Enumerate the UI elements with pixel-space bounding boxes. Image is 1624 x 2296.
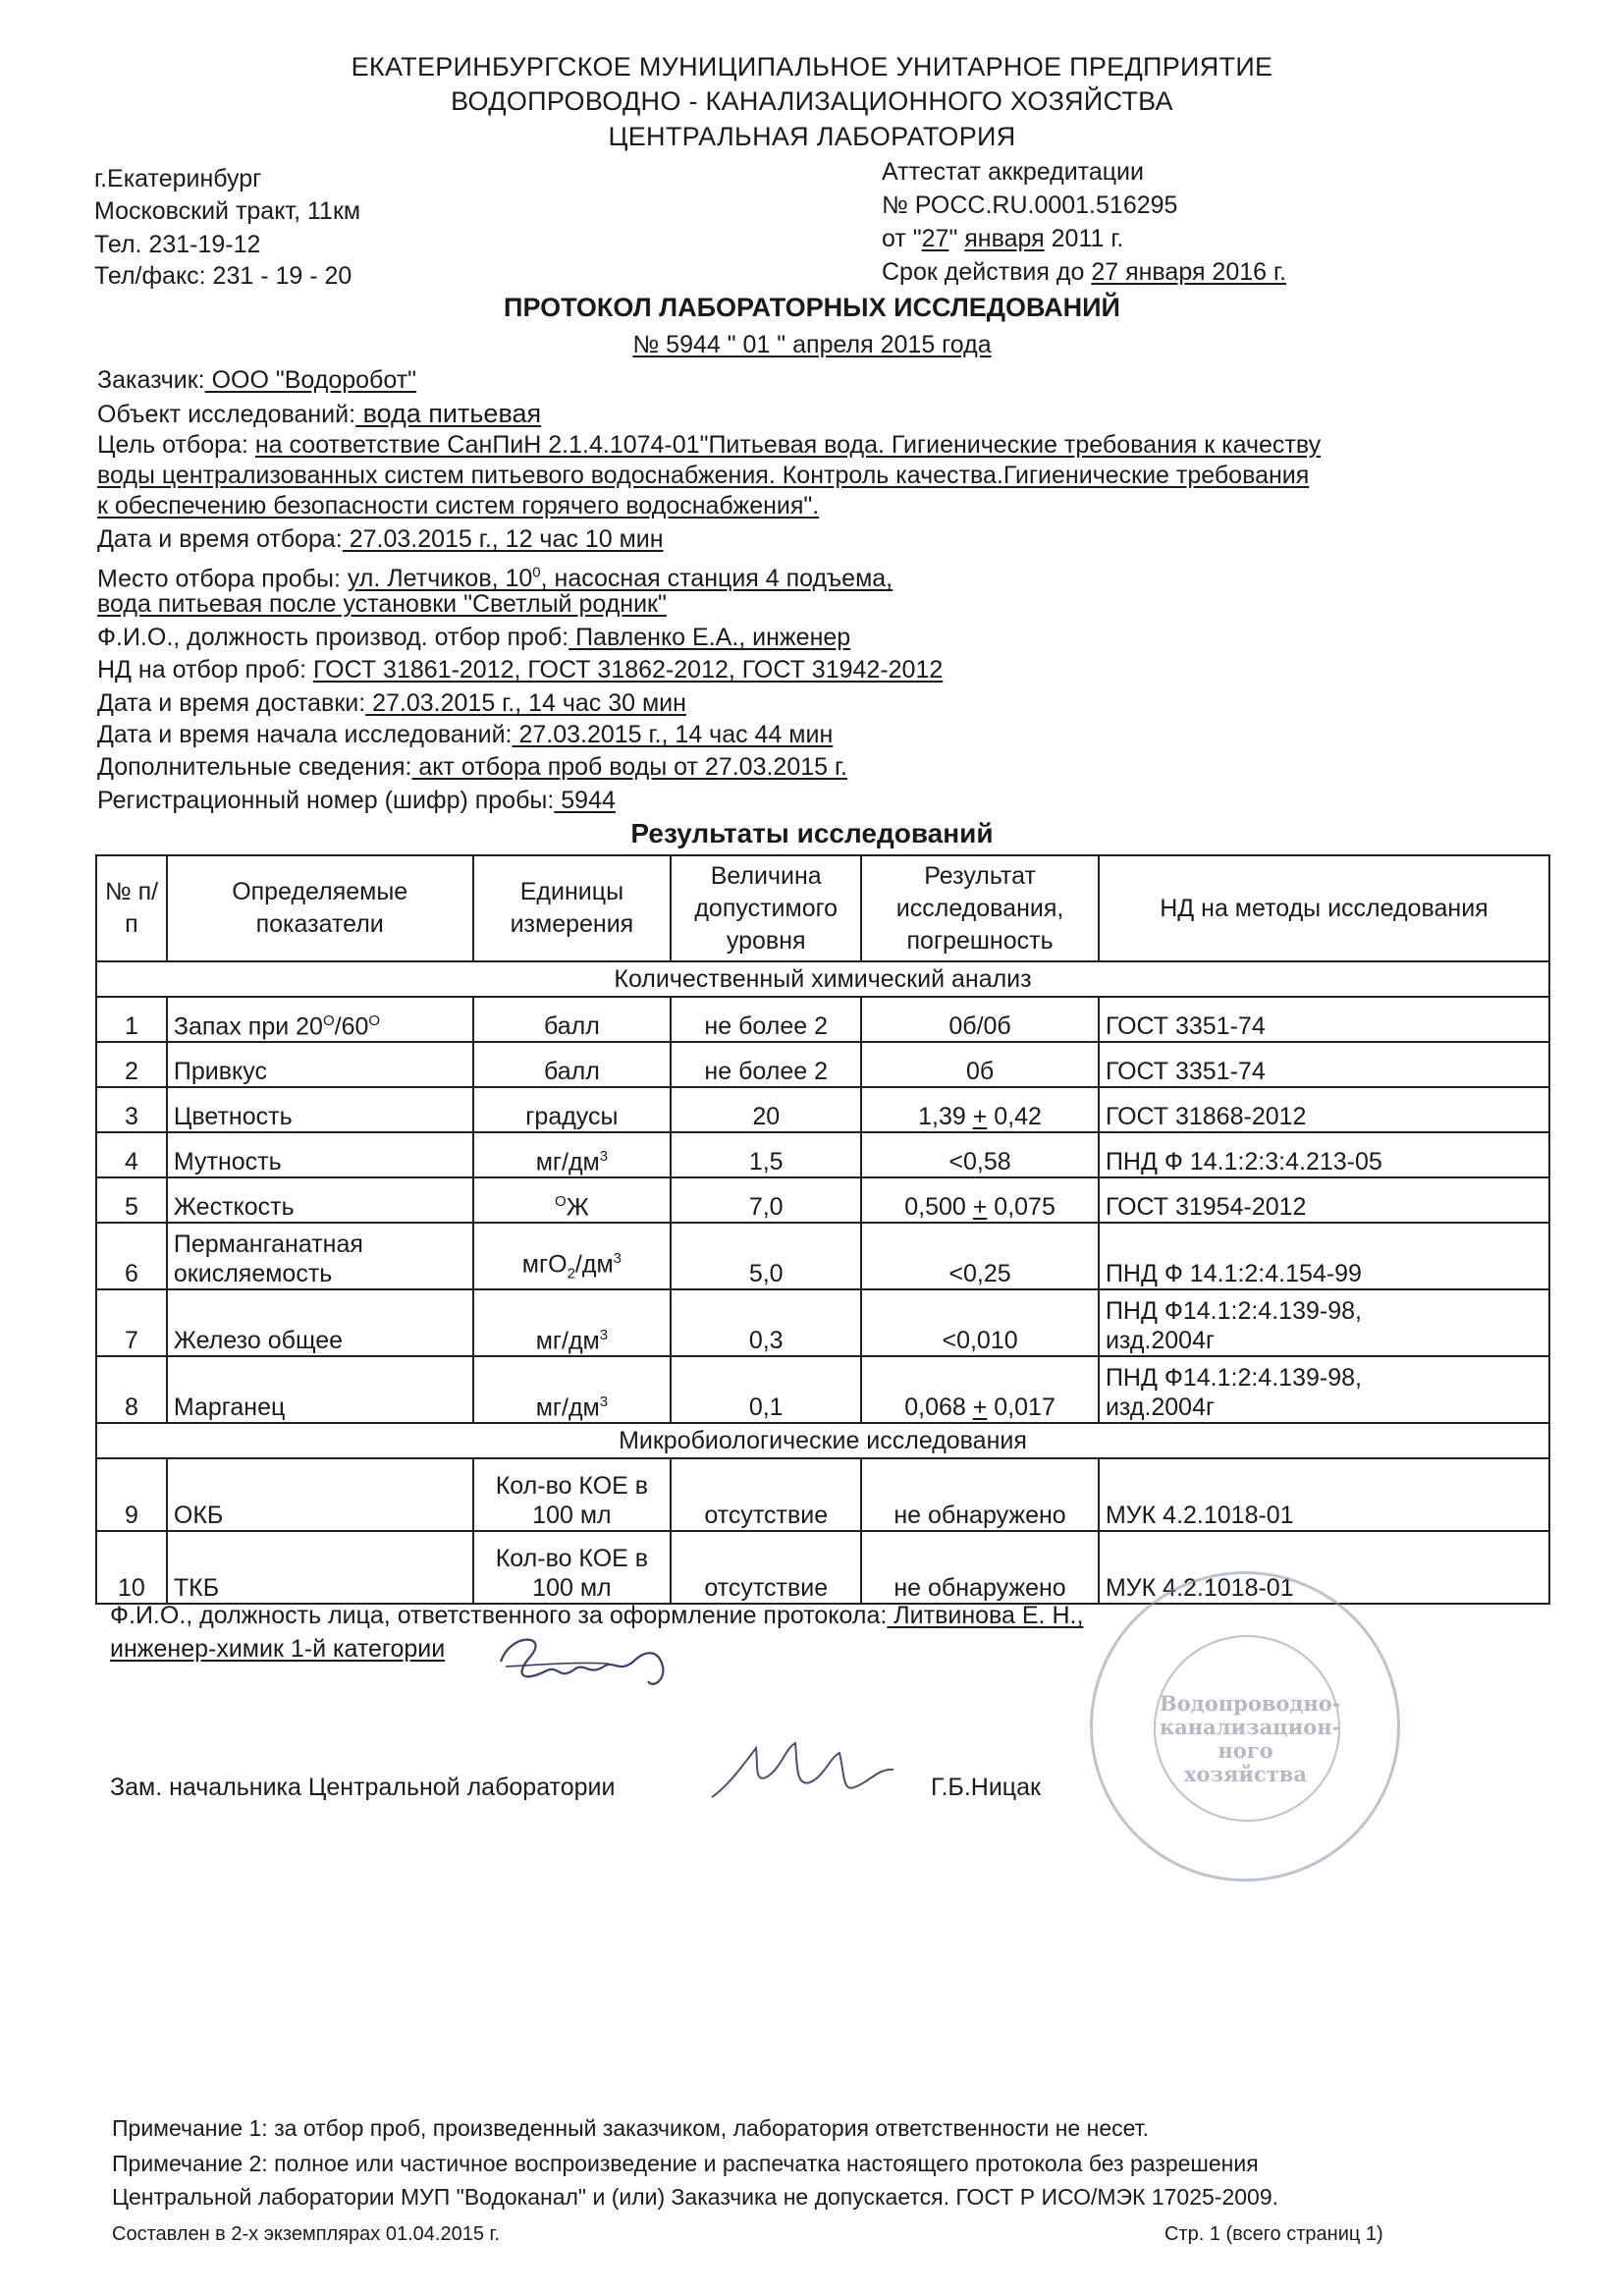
result-error: 0,017: [987, 1394, 1056, 1421]
row-unit: [473, 1289, 672, 1356]
table-header-row: [96, 855, 1549, 961]
results-table: [95, 854, 1550, 1605]
row-num: 10: [96, 1531, 167, 1604]
customer-label: Заказчик:: [97, 366, 205, 394]
responsible-position-line: [110, 1634, 445, 1664]
purpose-line1: [97, 430, 1321, 460]
start-label: Дата и время начала исследований:: [97, 721, 513, 748]
extra-label: Дополнительные сведения:: [97, 753, 412, 781]
address-phone: Тел. 231-19-12: [94, 231, 261, 258]
unit-line1: Кол-во КОЕ в: [495, 1545, 649, 1572]
extra-value: акт отбора проб воды от 27.03.2015 г.: [411, 753, 847, 781]
address-street: Московский тракт, 11км: [94, 197, 361, 225]
row-result: [861, 1087, 1099, 1132]
accreditation-mid: ": [948, 225, 965, 252]
validity-label: Срок действия до: [882, 258, 1092, 286]
unit-text: мг/дм: [535, 1394, 600, 1421]
row-method: ПНД Ф 14.1:2:3:4.213-05: [1099, 1132, 1549, 1177]
method-line2: изд.2004г: [1105, 1394, 1216, 1421]
row-num: 2: [96, 1042, 167, 1087]
org-name-line3: ЦЕНТРАЛЬНАЯ ЛАБОРАТОРИЯ: [608, 122, 1016, 151]
reg-label: Регистрационный номер (шифр) пробы:: [97, 787, 555, 814]
sampling-place-line2: [97, 589, 667, 619]
section-micro: Микробиологические исследования: [96, 1423, 1549, 1458]
row-indicator: [167, 997, 473, 1042]
row-num: 8: [96, 1356, 167, 1423]
section-row-micro: [96, 1423, 1549, 1458]
indicator-text-mid: /60: [334, 1012, 369, 1040]
unit-sup: О: [555, 1192, 567, 1210]
nd-line: [97, 655, 943, 684]
row-method: МУК 4.2.1018-01: [1099, 1458, 1549, 1531]
table-row: [96, 997, 1549, 1042]
protocol-title: ПРОТОКОЛ ЛАБОРАТОРНЫХ ИССЛЕДОВАНИЙ: [504, 293, 1120, 322]
sampling-place-sup: 0: [532, 565, 541, 581]
header-indicator: Определяемые показатели: [167, 855, 473, 961]
row-result: [861, 1356, 1099, 1423]
responsible-label: Ф.И.О., должность лица, ответственного за оформление протокола:: [110, 1602, 888, 1629]
nd-value: ГОСТ 31861-2012, ГОСТ 31862-2012, ГОСТ 31942-2012: [313, 656, 944, 683]
row-method: ГОСТ 3351-74: [1099, 997, 1549, 1042]
table-row: [96, 1531, 1549, 1604]
row-indicator: Жесткость: [167, 1177, 473, 1223]
purpose-line2: [97, 461, 1309, 490]
org-name-line1: ЕКАТЕРИНБУРГСКОЕ МУНИЦИПАЛЬНОЕ УНИТАРНОЕ ПРЕДПРИЯТИЕ: [351, 52, 1273, 82]
address-fax: Тел/факс: 231 - 19 - 20: [94, 262, 352, 290]
row-indicator: [167, 1223, 473, 1289]
purpose-line3: [97, 491, 819, 520]
header-limit: Величина допустимого уровня: [671, 855, 861, 961]
unit-text-b: /дм: [574, 1250, 614, 1278]
reg-line: [97, 786, 616, 815]
row-result: <0,58: [861, 1132, 1099, 1177]
row-result: 0б: [861, 1042, 1099, 1087]
row-indicator: ТКБ: [167, 1531, 473, 1604]
unit-line2: 100 мл: [532, 1502, 612, 1529]
organization-stamp: [1090, 1571, 1400, 1882]
deputy-title: Зам. начальника Центральной лаборатории: [110, 1774, 616, 1801]
table-row: [96, 1042, 1549, 1087]
header-units: Единицы измерения: [473, 855, 672, 961]
plus-minus-sign: +: [972, 1103, 988, 1130]
deputy-name: Г.Б.Ницак: [931, 1774, 1041, 1801]
row-indicator: Железо общее: [167, 1289, 473, 1356]
result-value: 1,39: [918, 1103, 973, 1130]
accreditation-day: 27: [921, 225, 949, 252]
row-method: [1099, 1289, 1549, 1356]
row-unit: балл: [473, 1042, 672, 1087]
table-row: [96, 1087, 1549, 1132]
sampling-datetime-label: Дата и время отбора:: [97, 525, 343, 553]
row-result: не обнаружено: [861, 1458, 1099, 1531]
purpose-value-2: воды централизованных систем питьевого водоснабжения. Контроль качества.Гигиенические требования: [97, 462, 1310, 489]
row-limit: 0,3: [671, 1289, 861, 1356]
unit-sub: 2: [567, 1265, 575, 1282]
result-error: 0,42: [987, 1103, 1042, 1130]
start-line: [97, 720, 833, 749]
row-num: 5: [96, 1177, 167, 1223]
note-2a: Примечание 2: полное или частичное воспроизведение и распечатка настоящего протокола без разрешения: [112, 2151, 1259, 2176]
sampling-datetime-line: [97, 524, 664, 554]
stamp-line3: ного: [1218, 1738, 1273, 1763]
table-row: [96, 1289, 1549, 1356]
stamp-line4: хозяйства: [1183, 1762, 1307, 1786]
unit-line2: 100 мл: [532, 1574, 612, 1602]
method-line2: изд.2004г: [1105, 1327, 1216, 1354]
row-unit: [473, 1356, 672, 1423]
row-indicator: Марганец: [167, 1356, 473, 1423]
stamp-text: [1160, 1691, 1341, 1786]
reg-value: 5944: [554, 787, 616, 814]
row-result: 0б/0б: [861, 997, 1099, 1042]
stamp-line1: Водопроводно-: [1160, 1691, 1341, 1716]
row-unit: [473, 1458, 672, 1531]
table-row: [96, 1177, 1549, 1223]
header-method: НД на методы исследования: [1099, 855, 1549, 961]
copies-note: Составлен в 2-х экземплярах 01.04.2015 г.: [112, 2223, 500, 2245]
plus-minus-sign: +: [972, 1193, 988, 1221]
accreditation-date: [882, 224, 1123, 253]
purpose-label: Цель отбора:: [97, 431, 255, 459]
accreditation-number: № РОСС.RU.0001.516295: [882, 191, 1178, 219]
signature-responsible: [491, 1622, 687, 1701]
object-label: Объект исследований:: [97, 401, 356, 428]
protocol-number: [0, 330, 1624, 359]
section-row-chemical: [96, 961, 1549, 997]
unit-line1: Кол-во КОЕ в: [495, 1472, 649, 1500]
sampling-place-label: Место отбора пробы:: [97, 565, 348, 593]
indicator-text: Запах при 20: [173, 1012, 323, 1040]
sampling-place-value-2: вода питьевая после установки "Светлый родник": [97, 590, 667, 618]
unit-text: Ж: [566, 1193, 589, 1221]
unit-text: мг/дм: [535, 1327, 600, 1354]
row-limit: 7,0: [671, 1177, 861, 1223]
accreditation-from-prefix: от ": [882, 225, 922, 252]
unit-sup: 3: [599, 1326, 609, 1343]
unit-sup: 3: [613, 1249, 622, 1267]
object-value: вода питьевая: [355, 399, 542, 428]
results-title: Результаты исследований: [630, 818, 994, 848]
indicator-sup: О: [322, 1011, 335, 1029]
page-number: Стр. 1 (всего страниц 1): [1164, 2223, 1383, 2245]
nd-label: НД на отбор проб:: [97, 656, 314, 683]
row-unit: [473, 1177, 672, 1223]
row-unit: градусы: [473, 1087, 672, 1132]
row-num: 3: [96, 1087, 167, 1132]
section-chemical: Количественный химический анализ: [96, 961, 1549, 997]
row-num: 9: [96, 1458, 167, 1531]
unit-text: мг/дм: [535, 1148, 600, 1175]
row-unit: [473, 1223, 672, 1289]
row-limit: не более 2: [671, 997, 861, 1042]
unit-sup: 3: [599, 1393, 609, 1410]
row-method: МУК 4.2.1018-01: [1099, 1531, 1549, 1604]
row-method: ГОСТ 3351-74: [1099, 1042, 1549, 1087]
row-num: 7: [96, 1289, 167, 1356]
row-unit: [473, 1132, 672, 1177]
row-result: <0,010: [861, 1289, 1099, 1356]
address-city: г.Екатеринбург: [94, 165, 262, 192]
purpose-value-1: на соответствие СанПиН 2.1.4.1074-01"Питьевая вода. Гигиенические требования к качеству: [254, 431, 1322, 459]
row-limit: 5,0: [671, 1223, 861, 1289]
delivery-label: Дата и время доставки:: [97, 689, 366, 717]
responsible-name: Литвинова Е. Н.,: [887, 1602, 1084, 1629]
row-limit: 20: [671, 1087, 861, 1132]
row-limit: не более 2: [671, 1042, 861, 1087]
unit-text: мгО: [521, 1250, 568, 1278]
row-limit: 1,5: [671, 1132, 861, 1177]
accreditation-month: января: [964, 225, 1045, 252]
row-indicator: ОКБ: [167, 1458, 473, 1531]
row-indicator: Привкус: [167, 1042, 473, 1087]
method-line1: ПНД Ф14.1:2:4.139-98,: [1105, 1297, 1362, 1325]
start-value: 27.03.2015 г., 14 час 44 мин: [512, 721, 834, 748]
indicator-line2: окисляемость: [173, 1260, 333, 1287]
note-2b: Центральной лаборатории МУП "Водоканал" и (или) Заказчика не допускается. ГОСТ Р ИСО/МЭК 17025-2009.: [112, 2184, 1279, 2210]
unit-sup: 3: [599, 1147, 609, 1165]
row-limit: отсутствие: [671, 1458, 861, 1531]
header-result: Результат исследования, погрешность: [861, 855, 1099, 961]
delivery-line: [97, 688, 686, 718]
table-row: [96, 1223, 1549, 1289]
result-error: 0,075: [987, 1193, 1056, 1221]
row-indicator: Мутность: [167, 1132, 473, 1177]
org-name-line2: ВОДОПРОВОДНО - КАНАЛИЗАЦИОННОГО ХОЗЯЙСТВА: [451, 86, 1173, 116]
accreditation-year: 2011 г.: [1044, 225, 1124, 252]
protocol-number-text: № 5944 " 01 " апреля 2015 года: [632, 331, 992, 358]
row-method: ПНД Ф 14.1:2:4.154-99: [1099, 1223, 1549, 1289]
row-num: 1: [96, 997, 167, 1042]
note-1: Примечание 1: за отбор проб, произведенный заказчиком, лаборатория ответственности не несет.: [112, 2115, 1150, 2141]
result-value: 0,068: [904, 1394, 973, 1421]
header-num: № п/п: [96, 855, 167, 961]
indicator-line1: Перманганатная: [173, 1230, 363, 1258]
customer-value: ООО "Водоробот": [204, 366, 417, 394]
object-line: [97, 399, 541, 429]
row-num: 4: [96, 1132, 167, 1177]
row-result: не обнаружено: [861, 1531, 1099, 1604]
plus-minus-sign: +: [972, 1394, 988, 1421]
extra-line: [97, 752, 847, 782]
table-row: [96, 1356, 1549, 1423]
sampler-value: Павленко Е.А., инженер: [568, 624, 851, 651]
indicator-sup-2: О: [368, 1011, 381, 1029]
row-method: ГОСТ 31868-2012: [1099, 1087, 1549, 1132]
sampler-line: [97, 623, 850, 652]
validity-date: 27 января 2016 г.: [1091, 258, 1287, 286]
row-method: [1099, 1356, 1549, 1423]
row-method: ГОСТ 31954-2012: [1099, 1177, 1549, 1223]
row-limit: 0,1: [671, 1356, 861, 1423]
purpose-value-3: к обеспечению безопасности систем горячего водоснабжения".: [97, 492, 820, 519]
row-indicator: Цветность: [167, 1087, 473, 1132]
row-limit: отсутствие: [671, 1531, 861, 1604]
sampling-datetime-value: 27.03.2015 г., 12 час 10 мин: [342, 525, 664, 553]
row-unit: [473, 1531, 672, 1604]
row-result: <0,25: [861, 1223, 1099, 1289]
row-unit: балл: [473, 997, 672, 1042]
row-num: 6: [96, 1223, 167, 1289]
customer-line: [97, 365, 416, 395]
method-line1: ПНД Ф14.1:2:4.139-98,: [1105, 1364, 1362, 1392]
sampling-place-value-b: , насосная станция 4 подъема,: [540, 565, 893, 593]
table-row: [96, 1132, 1549, 1177]
row-result: [861, 1177, 1099, 1223]
stamp-line2: канализацион-: [1160, 1715, 1341, 1739]
delivery-value: 27.03.2015 г., 14 час 30 мин: [365, 689, 686, 717]
sampling-place-value-a: ул. Летчиков, 10: [347, 565, 533, 593]
responsible-position: инженер-химик 1-й категории: [110, 1635, 446, 1663]
result-value: 0,500: [904, 1193, 973, 1221]
accreditation-validity: [882, 257, 1286, 287]
table-row: [96, 1458, 1549, 1531]
sampler-label: Ф.И.О., должность производ. отбор проб:: [97, 624, 569, 651]
accreditation-title: Аттестат аккредитации: [882, 158, 1144, 186]
signature-deputy: [707, 1728, 923, 1817]
